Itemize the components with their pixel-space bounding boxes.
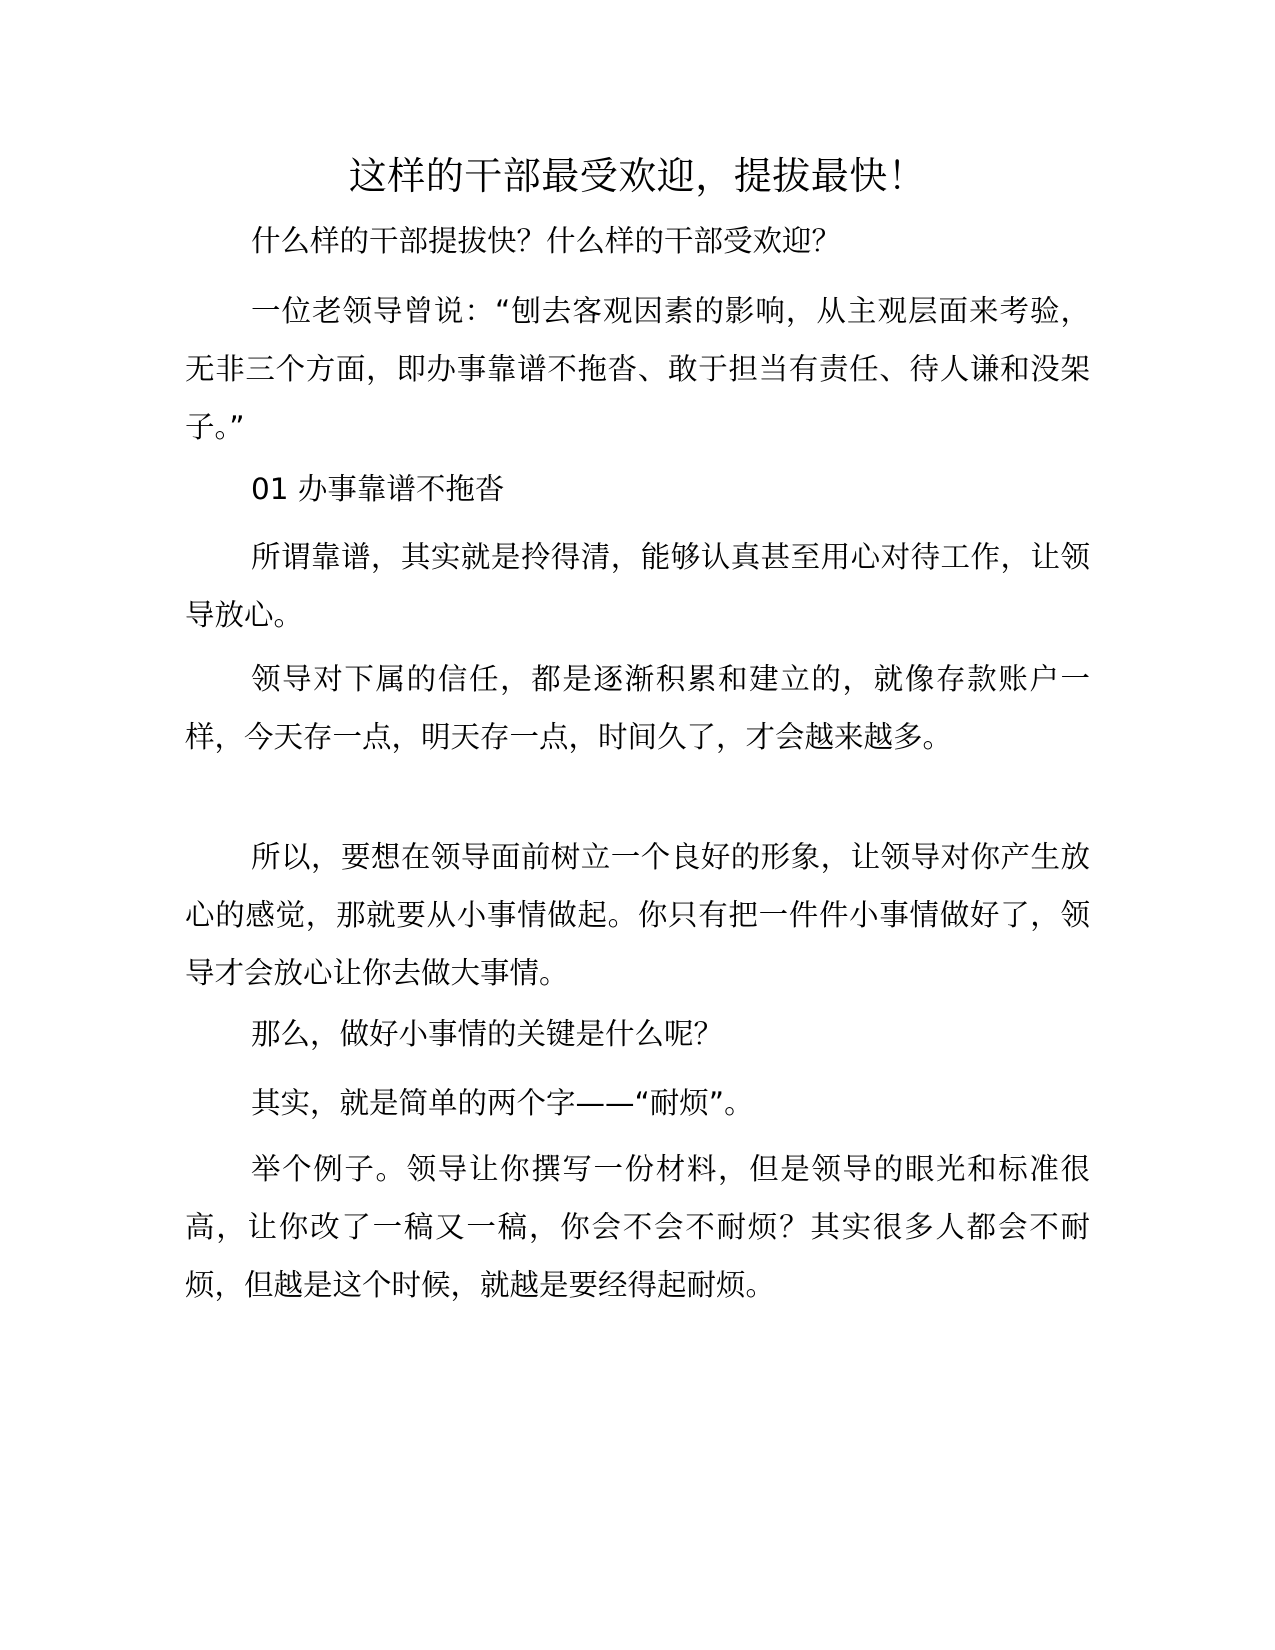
paragraph-reliable-definition: 所谓靠谱，其实就是拎得清，能够认真甚至用心对待工作，让领导放心。 xyxy=(185,540,1090,632)
paragraph-key-question: 那么，做好小事情的关键是什么呢？ xyxy=(251,1017,724,1051)
paragraph-intro-question: 什么样的干部提拔快？什么样的干部受欢迎？ xyxy=(251,224,842,258)
paragraph-example: 举个例子。领导让你撰写一份材料，但是领导的眼光和标准很高，让你改了一稿又一稿，你会不会不耐烦？其实很多人都会不耐烦，但越是这个时候，就越是要经得起耐烦。 xyxy=(185,1152,1090,1302)
paragraph-patience: 其实，就是简单的两个字——“耐烦”。 xyxy=(251,1086,754,1120)
paragraph-start-small: 所以，要想在领导面前树立一个良好的形象，让领导对你产生放心的感觉，那就要从小事情做起。你只有把一件件小事情做好了，领导才会放心让你去做大事情。 xyxy=(185,840,1090,990)
paragraph-trust-accumulation: 领导对下属的信任，都是逐渐积累和建立的，就像存款账户一样，今天存一点，明天存一点，时间久了，才会越来越多。 xyxy=(185,662,1090,754)
paragraph-old-leader-quote: 一位老领导曾说：“刨去客观因素的影响，从主观层面来考验，无非三个方面，即办事靠谱不拖沓、敢于担当有责任、待人谦和没架子。” xyxy=(185,294,1090,444)
document-title: 这样的干部最受欢迎，提拔最快！ xyxy=(348,154,927,198)
section-heading-01: 01 办事靠谱不拖沓 xyxy=(251,472,505,506)
